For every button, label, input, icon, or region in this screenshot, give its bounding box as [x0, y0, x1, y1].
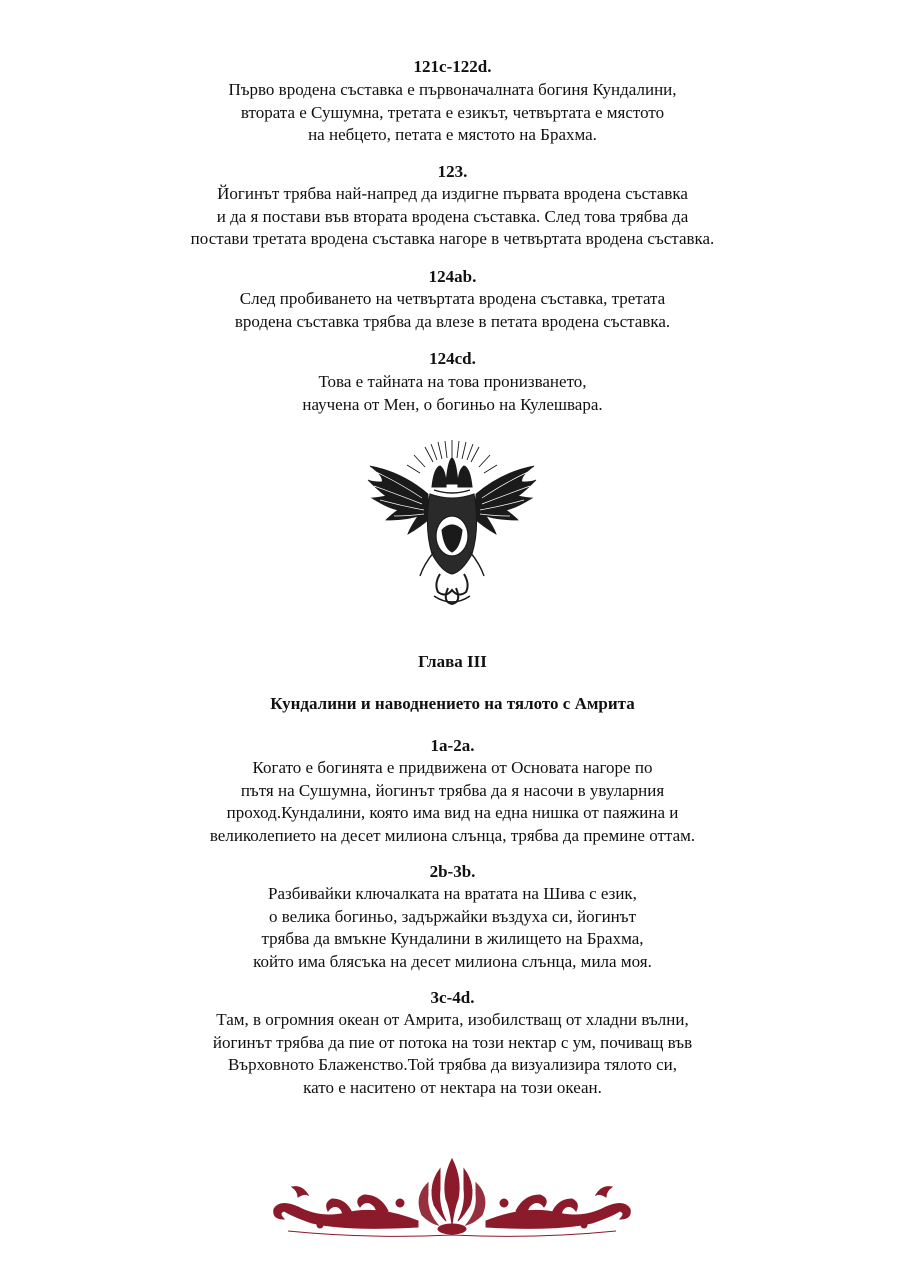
verse-line: Когато е богинята е придвижена от Основата нагоре по [252, 758, 653, 777]
verse-line: о велика богиньо, задържайки въздуха си, йогинът [268, 906, 637, 926]
verse-line: и да я постави във втората вродена съставка. След това трябва да [216, 206, 689, 226]
verse-line: Първо вродена съставка е първоначалната богиня Кундалини, [228, 80, 677, 99]
verse-number: 1a-2a. [430, 736, 475, 755]
verse-line: постави третата вродена съставка нагоре в четвъртата вродена съставка. [190, 229, 715, 248]
verse-line: Там, в огромния океан от Амрита, изобилстващ от хладни вълни, [216, 1010, 689, 1029]
verse-text [0, 883, 905, 973]
chapter-number: Глава III [418, 652, 487, 671]
verse-text [0, 1009, 905, 1099]
verse-line: Това е тайната на това пронизването, [318, 372, 587, 391]
verse-line: След пробиването на четвъртата вродена съставка, третата [239, 289, 666, 308]
verse-line: вродена съставка трябва да влезе в петата вродена съставка. [234, 311, 671, 331]
verse-text [0, 757, 905, 847]
verse-text [0, 183, 905, 251]
verse-line: пътя на Сушумна, йогинът трябва да я насочи в увуларния [240, 780, 665, 800]
verse-line: който има блясъка на десет милиона слънца, мила моя. [253, 951, 652, 971]
chapter-title: Кундалини и наводнението на тялото с Амрита [270, 694, 635, 713]
verse-line: йогинът трябва да пие от потока на този нектар с ум, почиващ във [212, 1032, 693, 1052]
verse-line: втората е Сушумна, третата е езикът, четвъртата е мястото [240, 102, 665, 122]
verse-line: като е наситено от нектара на този океан. [303, 1077, 602, 1097]
verse-text [0, 79, 905, 147]
verse-number: 124cd. [429, 349, 476, 368]
verse-text [0, 371, 905, 416]
verse-line: Разбивайки ключалката на вратата на Шива с език, [268, 884, 637, 903]
decorative-ornament-icon [268, 1155, 636, 1241]
verse-line: проход.Кундалини, която има вид на една нишка от паяжина и [226, 803, 679, 822]
verse-line: Йогинът трябва най-напред да издигне първата вродена съставка [217, 184, 688, 203]
verse-line: на небцето, петата е мястото на Брахма. [308, 125, 597, 144]
verse-number: 121c-122d. [413, 57, 492, 76]
verse-line: трябва да вмъкне Кундалини в жилището на Брахма, [261, 929, 644, 948]
verse-number: 2b-3b. [429, 862, 476, 881]
verse-line: великолепието на десет милиона слънца, трябва да премине оттам. [209, 825, 696, 845]
verse-line: Върховното Блаженство.Той трябва да визуализира тялото си, [227, 1055, 678, 1074]
verse-line: научена от Мен, о богиньо на Кулешвара. [302, 394, 603, 414]
verse-number: 123. [437, 162, 468, 181]
verse-number: 124ab. [428, 267, 477, 286]
winged-emblem-icon [362, 432, 542, 610]
verse-number: 3c-4d. [430, 988, 475, 1007]
verse-text [0, 288, 905, 333]
